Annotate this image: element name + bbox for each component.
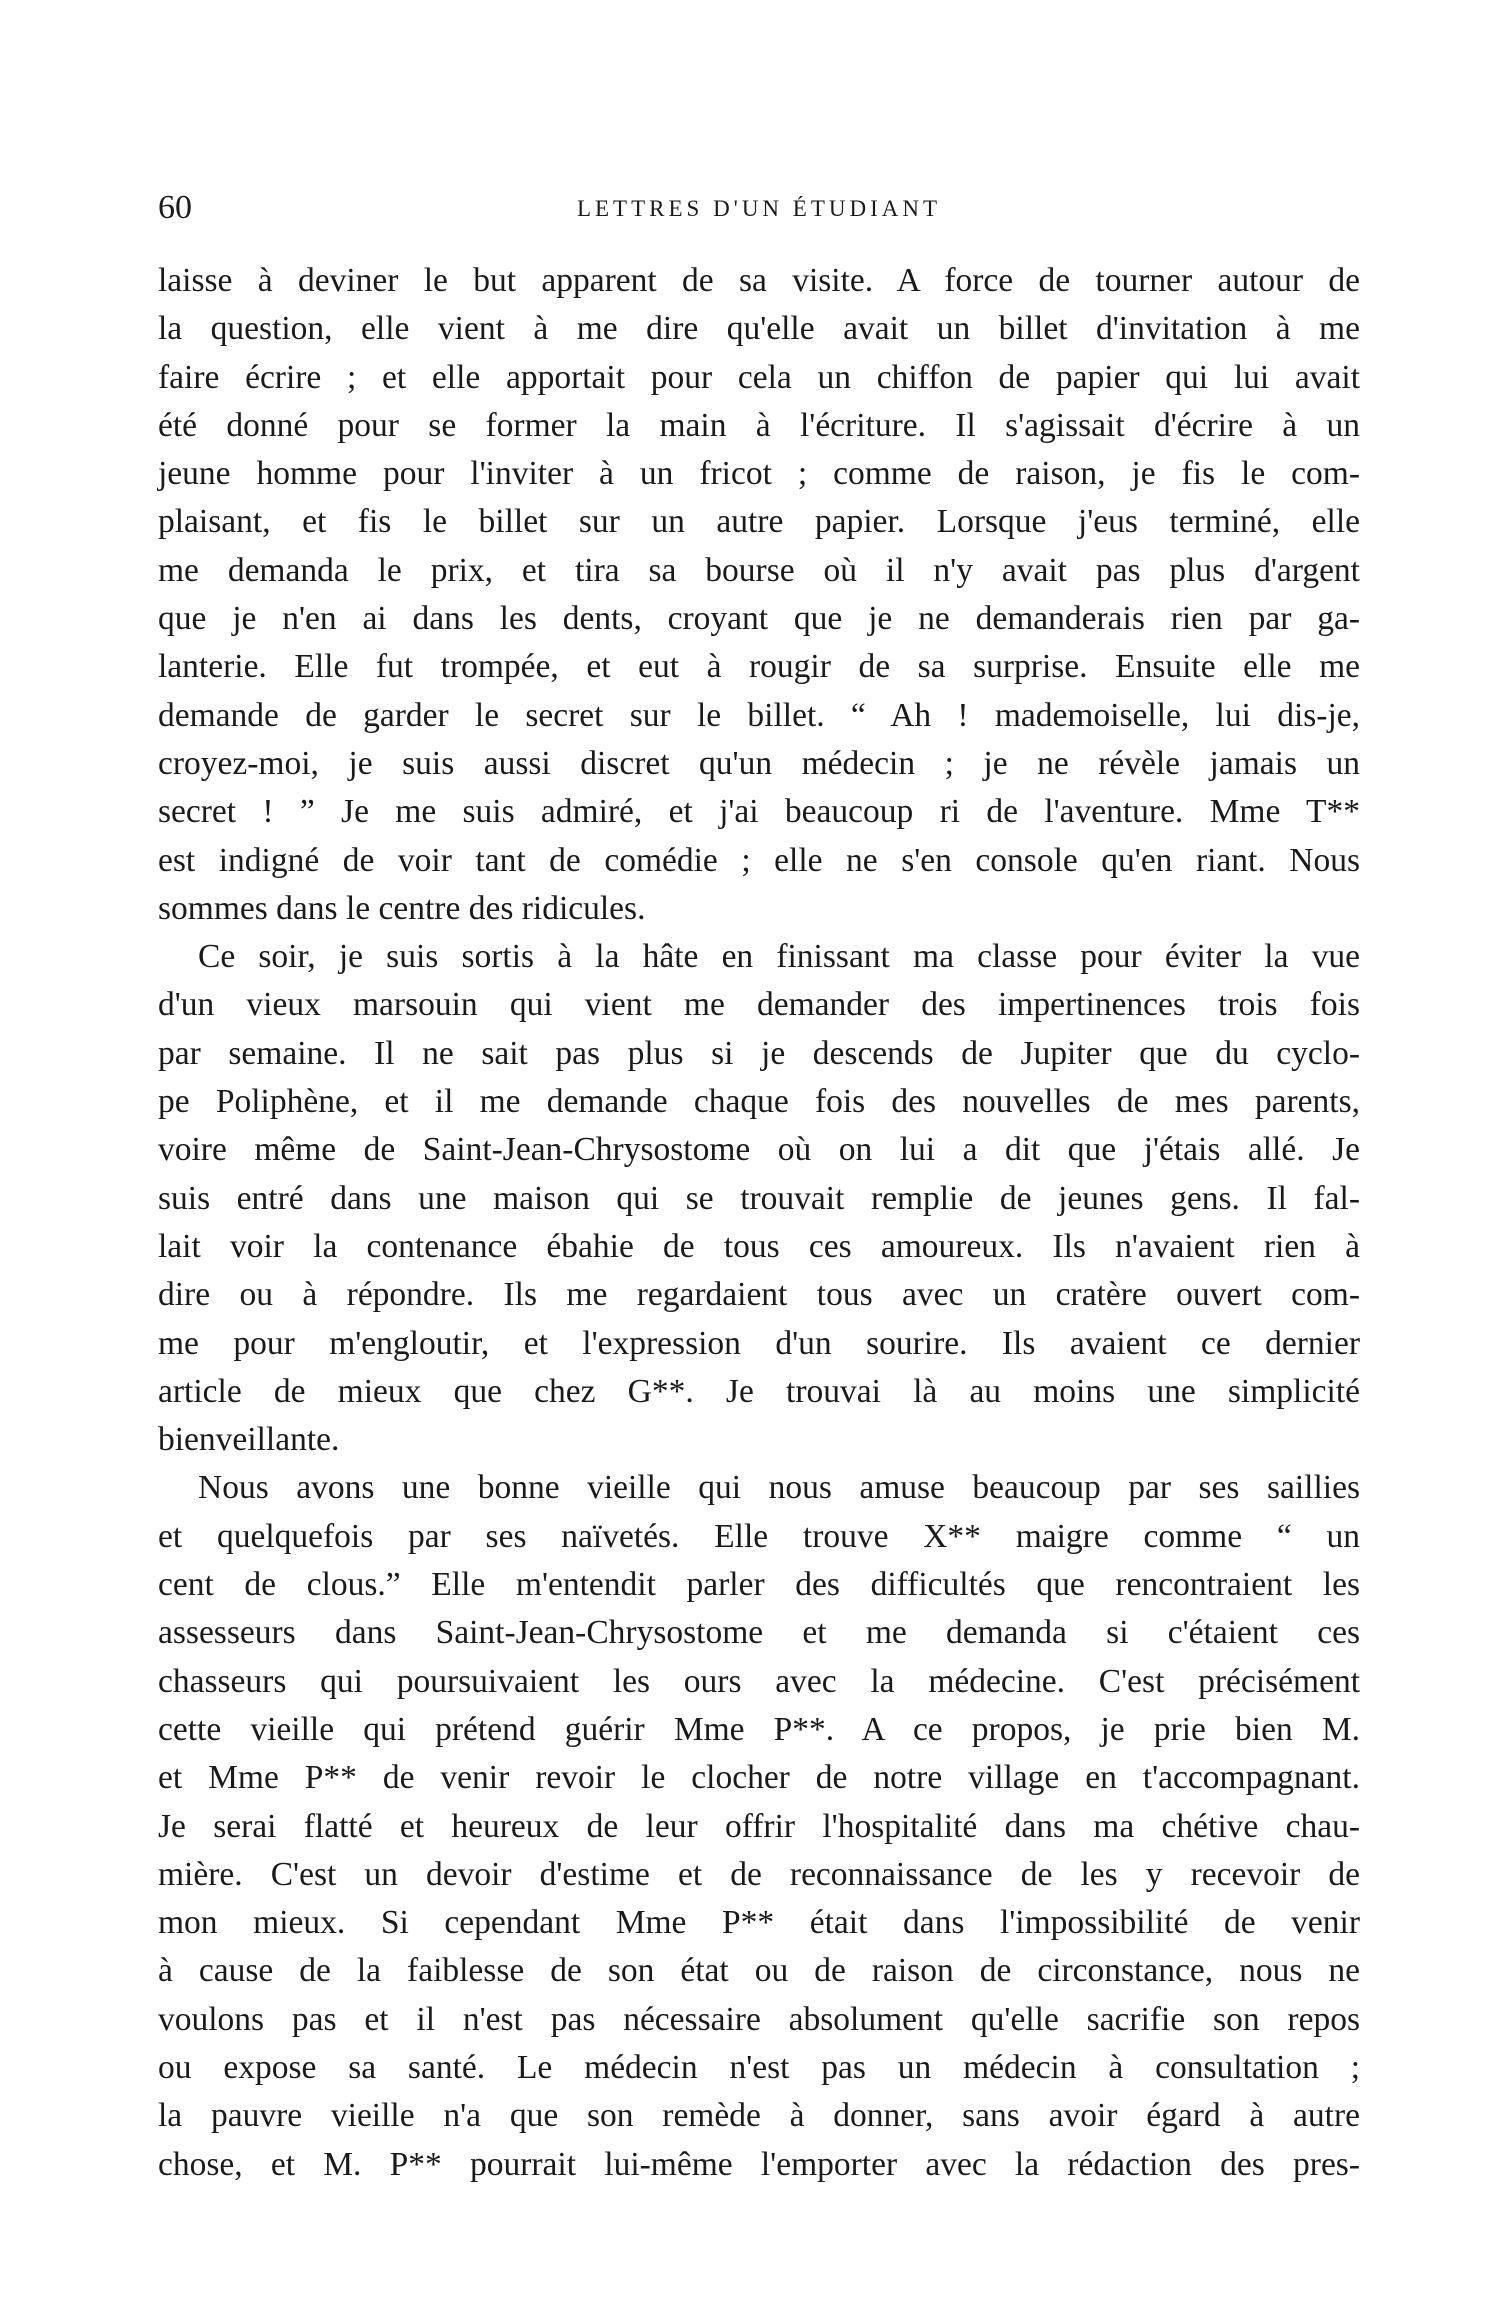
text-line: bienveillante. [158,1421,340,1459]
text-line: pe Poliphène, et il me demande chaque fois des nouvelles de mes parents, [158,1083,1360,1121]
text-line: chose, et M. P** pourrait lui-même l'emporter avec la rédaction des pres- [158,2145,1360,2183]
text-line: ou expose sa santé. Le médecin n'est pas un médecin à consultation ; [158,2048,1360,2086]
text-line: article de mieux que chez G**. Je trouvai là au moins une simplicité [158,1372,1360,1410]
text-line: me demanda le prix, et tira sa bourse où il n'y avait pas plus d'argent [158,551,1360,589]
text-line: dire ou à répondre. Ils me regardaient tous avec un cratère ouvert com- [158,1276,1360,1314]
text-line: la question, elle vient à me dire qu'elle avait un billet d'invitation à me [158,310,1360,348]
text-line: voulons pas et il n'est pas nécessaire absolument qu'elle sacrifie son repos [158,2000,1360,2038]
text-line: et quelquefois par ses naïvetés. Elle trouve X** maigre comme “ un [158,1517,1360,1555]
text-line: me pour m'engloutir, et l'expression d'un sourire. Ils avaient ce dernier [158,1324,1360,1362]
text-line: d'un vieux marsouin qui vient me demander des impertinences trois fois [158,986,1360,1024]
text-line: plaisant, et fis le billet sur un autre papier. Lorsque j'eus terminé, elle [158,503,1360,541]
text-line: sommes dans le centre des ridicules. [158,889,646,927]
body-text [158,257,1360,2189]
text-line: Je serai flatté et heureux de leur offrir l'hospitalité dans ma chétive chau- [158,1807,1360,1845]
text-line: par semaine. Il ne sait pas plus si je descends de Jupiter que du cyclo- [158,1034,1360,1072]
text-line: que je n'en ai dans les dents, croyant que je ne demanderais rien par ga- [158,600,1360,638]
text-line: mière. C'est un devoir d'estime et de reconnaissance de les y recevoir de [158,1855,1360,1893]
text-line: est indigné de voir tant de comédie ; elle ne s'en console qu'en riant. Nous [158,841,1360,879]
running-head [158,188,1360,228]
text-line: secret ! ” Je me suis admiré, et j'ai beaucoup ri de l'aventure. Mme T** [158,793,1360,831]
text-line: faire écrire ; et elle apportait pour cela un chiffon de papier qui lui avait [158,358,1360,396]
running-title: LETTRES D'UN ÉTUDIANT [576,196,942,221]
text-line: cent de clous.” Elle m'entendit parler des difficultés que rencontraient les [158,1566,1360,1604]
text-line: lanterie. Elle fut trompée, et eut à rougir de sa surprise. Ensuite elle me [158,648,1360,686]
text-line: demande de garder le secret sur le billet. “ Ah ! mademoiselle, lui dis-je, [158,696,1360,734]
text-line: la pauvre vieille n'a que son remède à donner, sans avoir égard à autre [158,2097,1360,2135]
text-line: croyez-moi, je suis aussi discret qu'un médecin ; je ne révèle jamais un [158,744,1360,782]
text-line: à cause de la faiblesse de son état ou de raison de circonstance, nous ne [158,1952,1360,1990]
text-line: mon mieux. Si cependant Mme P** était dans l'impossibilité de venir [158,1904,1360,1942]
text-line: jeune homme pour l'inviter à un fricot ; comme de raison, je fis le com- [158,455,1360,493]
text-line: cette vieille qui prétend guérir Mme P**. A ce propos, je prie bien M. [158,1710,1360,1748]
page-number: 60 [158,189,192,226]
text-line: lait voir la contenance ébahie de tous ces amoureux. Ils n'avaient rien à [158,1227,1360,1265]
text-line: Ce soir, je suis sortis à la hâte en finissant ma classe pour éviter la vue [198,938,1360,976]
text-line: assesseurs dans Saint-Jean-Chrysostome et me demanda si c'étaient ces [158,1614,1360,1652]
text-line: voire même de Saint-Jean-Chrysostome où on lui a dit que j'étais allé. Je [158,1131,1360,1169]
text-line: chasseurs qui poursuivaient les ours avec la médecine. C'est précisément [158,1662,1360,1700]
text-line: laisse à deviner le but apparent de sa visite. A force de tourner autour de [158,262,1360,299]
text-line: suis entré dans une maison qui se trouvait remplie de jeunes gens. Il fal- [158,1179,1360,1217]
text-line: et Mme P** de venir revoir le clocher de notre village en t'accompagnant. [158,1759,1360,1797]
text-line: été donné pour se former la main à l'écriture. Il s'agissait d'écrire à un [158,406,1360,444]
text-line: Nous avons une bonne vieille qui nous amuse beaucoup par ses saillies [198,1469,1360,1507]
